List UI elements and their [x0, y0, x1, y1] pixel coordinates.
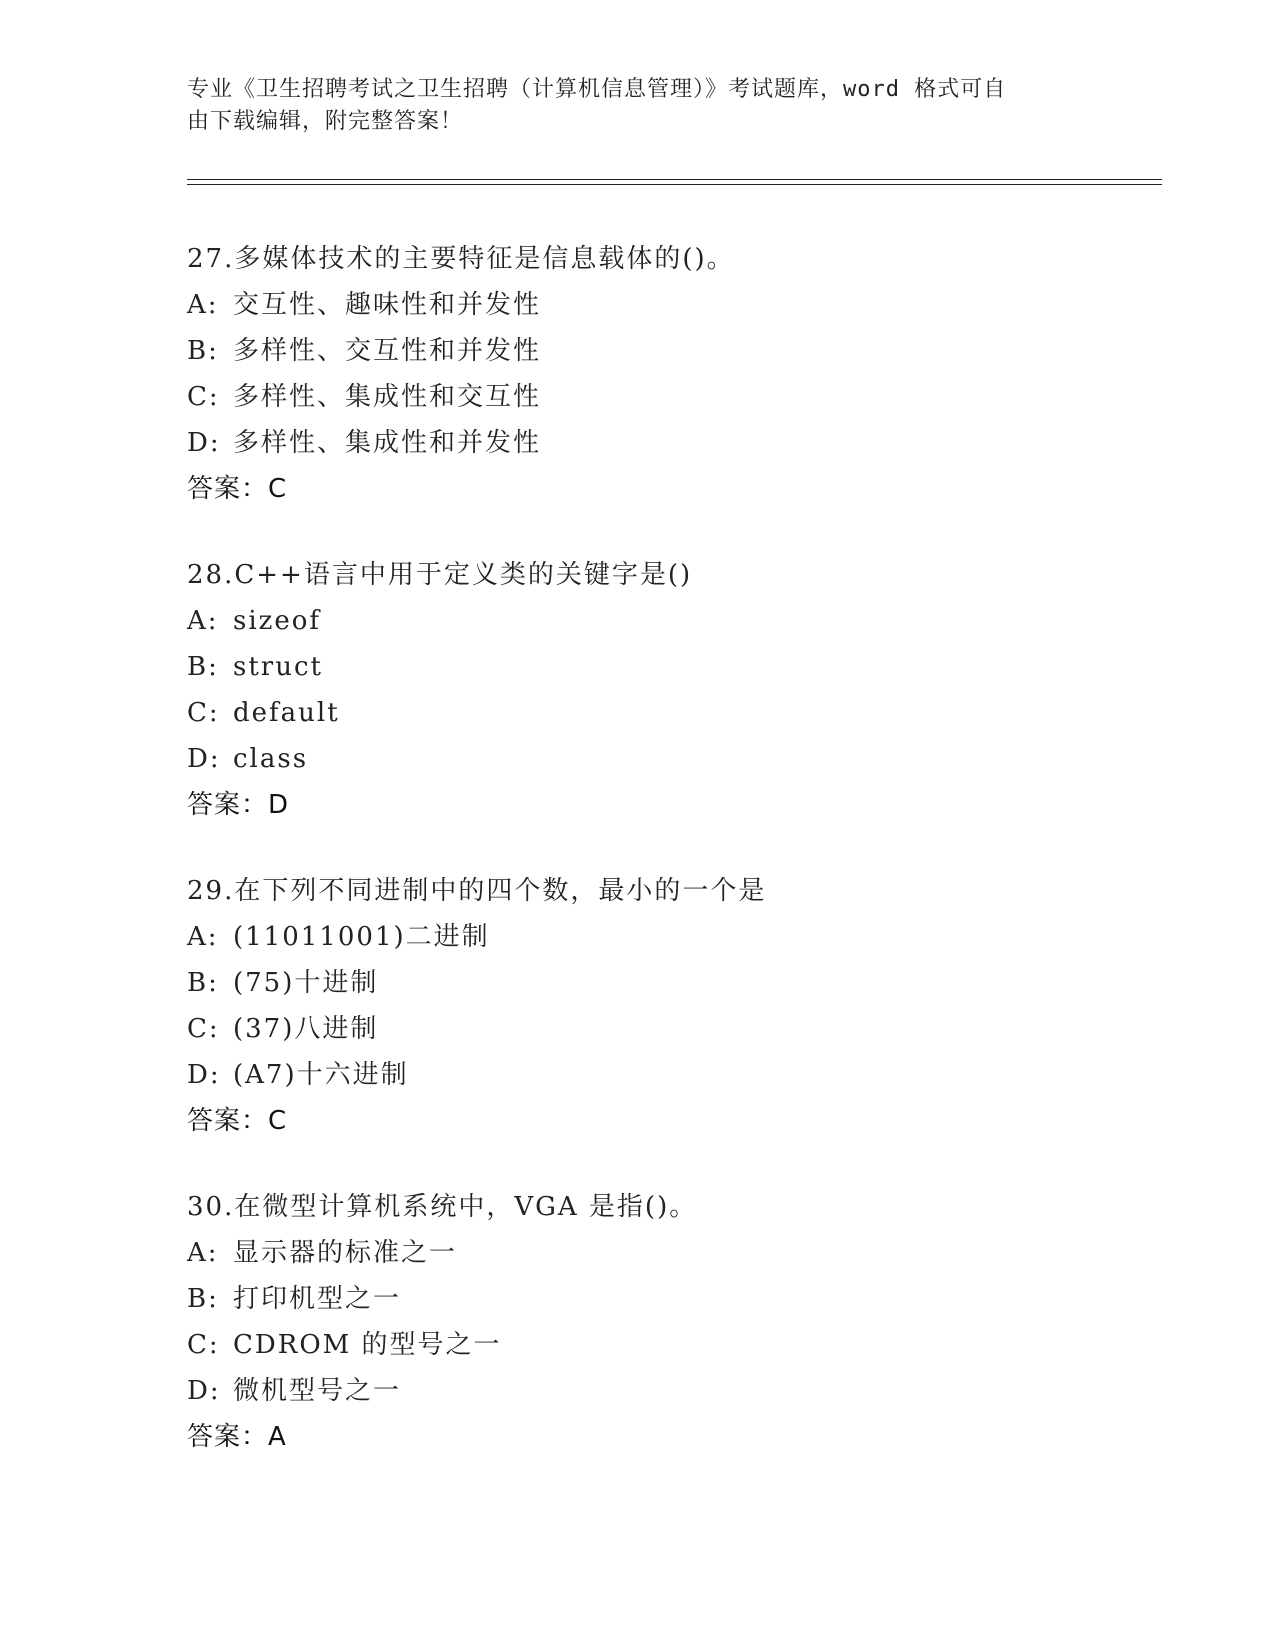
question-stem: 30.在微型计算机系统中，VGA 是指()。: [187, 1192, 698, 1222]
option-text: (A7)十六进制: [233, 1060, 409, 1090]
header-line-2: 由下载编辑，附完整答案！: [187, 109, 464, 134]
option-a: [187, 1230, 1162, 1276]
option-d: [187, 1368, 1162, 1414]
question-28: [187, 552, 1162, 828]
option-text: (75)十进制: [233, 968, 379, 998]
option-d: [187, 1052, 1162, 1098]
question-stem: 28.C++语言中用于定义类的关键字是(): [187, 560, 693, 590]
option-b: [187, 960, 1162, 1006]
option-key: A:: [187, 922, 219, 952]
answer-line: 答案：D: [187, 790, 290, 820]
question-list: [187, 236, 1162, 1500]
question-stem: 27.多媒体技术的主要特征是信息载体的()。: [187, 244, 735, 274]
option-d: [187, 420, 1162, 466]
option-c: [187, 690, 1162, 736]
option-text: 微机型号之一: [233, 1376, 402, 1406]
option-text: 打印机型之一: [233, 1284, 402, 1314]
question-29: [187, 868, 1162, 1144]
option-d: [187, 736, 1162, 782]
option-a: [187, 598, 1162, 644]
option-key: C:: [187, 1014, 220, 1044]
document-header: [187, 74, 1077, 138]
question-27: [187, 236, 1162, 512]
option-c: [187, 374, 1162, 420]
option-text: CDROM 的型号之一: [233, 1330, 502, 1360]
option-key: C:: [187, 382, 220, 412]
option-a: [187, 282, 1162, 328]
option-key: D:: [187, 744, 221, 774]
option-text: 多样性、交互性和并发性: [233, 336, 542, 366]
header-divider-top: [187, 179, 1162, 180]
answer-line: 答案：C: [187, 474, 288, 504]
header-line-1: 专业《卫生招聘考试之卫生招聘（计算机信息管理）》考试题库，word 格式可自: [187, 77, 1007, 102]
option-text: 交互性、趣味性和并发性: [233, 290, 542, 320]
option-key: D:: [187, 1376, 221, 1406]
option-b: [187, 1276, 1162, 1322]
option-text: 多样性、集成性和并发性: [233, 428, 542, 458]
question-stem: 29.在下列不同进制中的四个数，最小的一个是: [187, 876, 767, 906]
option-key: C:: [187, 1330, 220, 1360]
option-c: [187, 1322, 1162, 1368]
option-a: [187, 914, 1162, 960]
option-text: (11011001)二进制: [233, 922, 490, 952]
option-text: 显示器的标准之一: [233, 1238, 458, 1268]
header-divider-bottom: [187, 184, 1162, 185]
answer-line: 答案：A: [187, 1422, 287, 1452]
option-key: B:: [187, 968, 219, 998]
option-key: B:: [187, 652, 219, 682]
option-key: B:: [187, 1284, 219, 1314]
option-key: B:: [187, 336, 219, 366]
option-text: sizeof: [233, 606, 322, 636]
option-text: default: [233, 698, 340, 728]
option-key: D:: [187, 1060, 221, 1090]
question-30: [187, 1184, 1162, 1460]
option-key: A:: [187, 606, 219, 636]
option-c: [187, 1006, 1162, 1052]
option-key: D:: [187, 428, 221, 458]
option-text: (37)八进制: [233, 1014, 379, 1044]
option-text: struct: [233, 652, 323, 682]
option-key: C:: [187, 698, 220, 728]
option-text: class: [233, 744, 309, 774]
answer-line: 答案：C: [187, 1106, 288, 1136]
option-text: 多样性、集成性和交互性: [233, 382, 542, 412]
option-b: [187, 644, 1162, 690]
option-key: A:: [187, 1238, 219, 1268]
option-b: [187, 328, 1162, 374]
option-key: A:: [187, 290, 219, 320]
